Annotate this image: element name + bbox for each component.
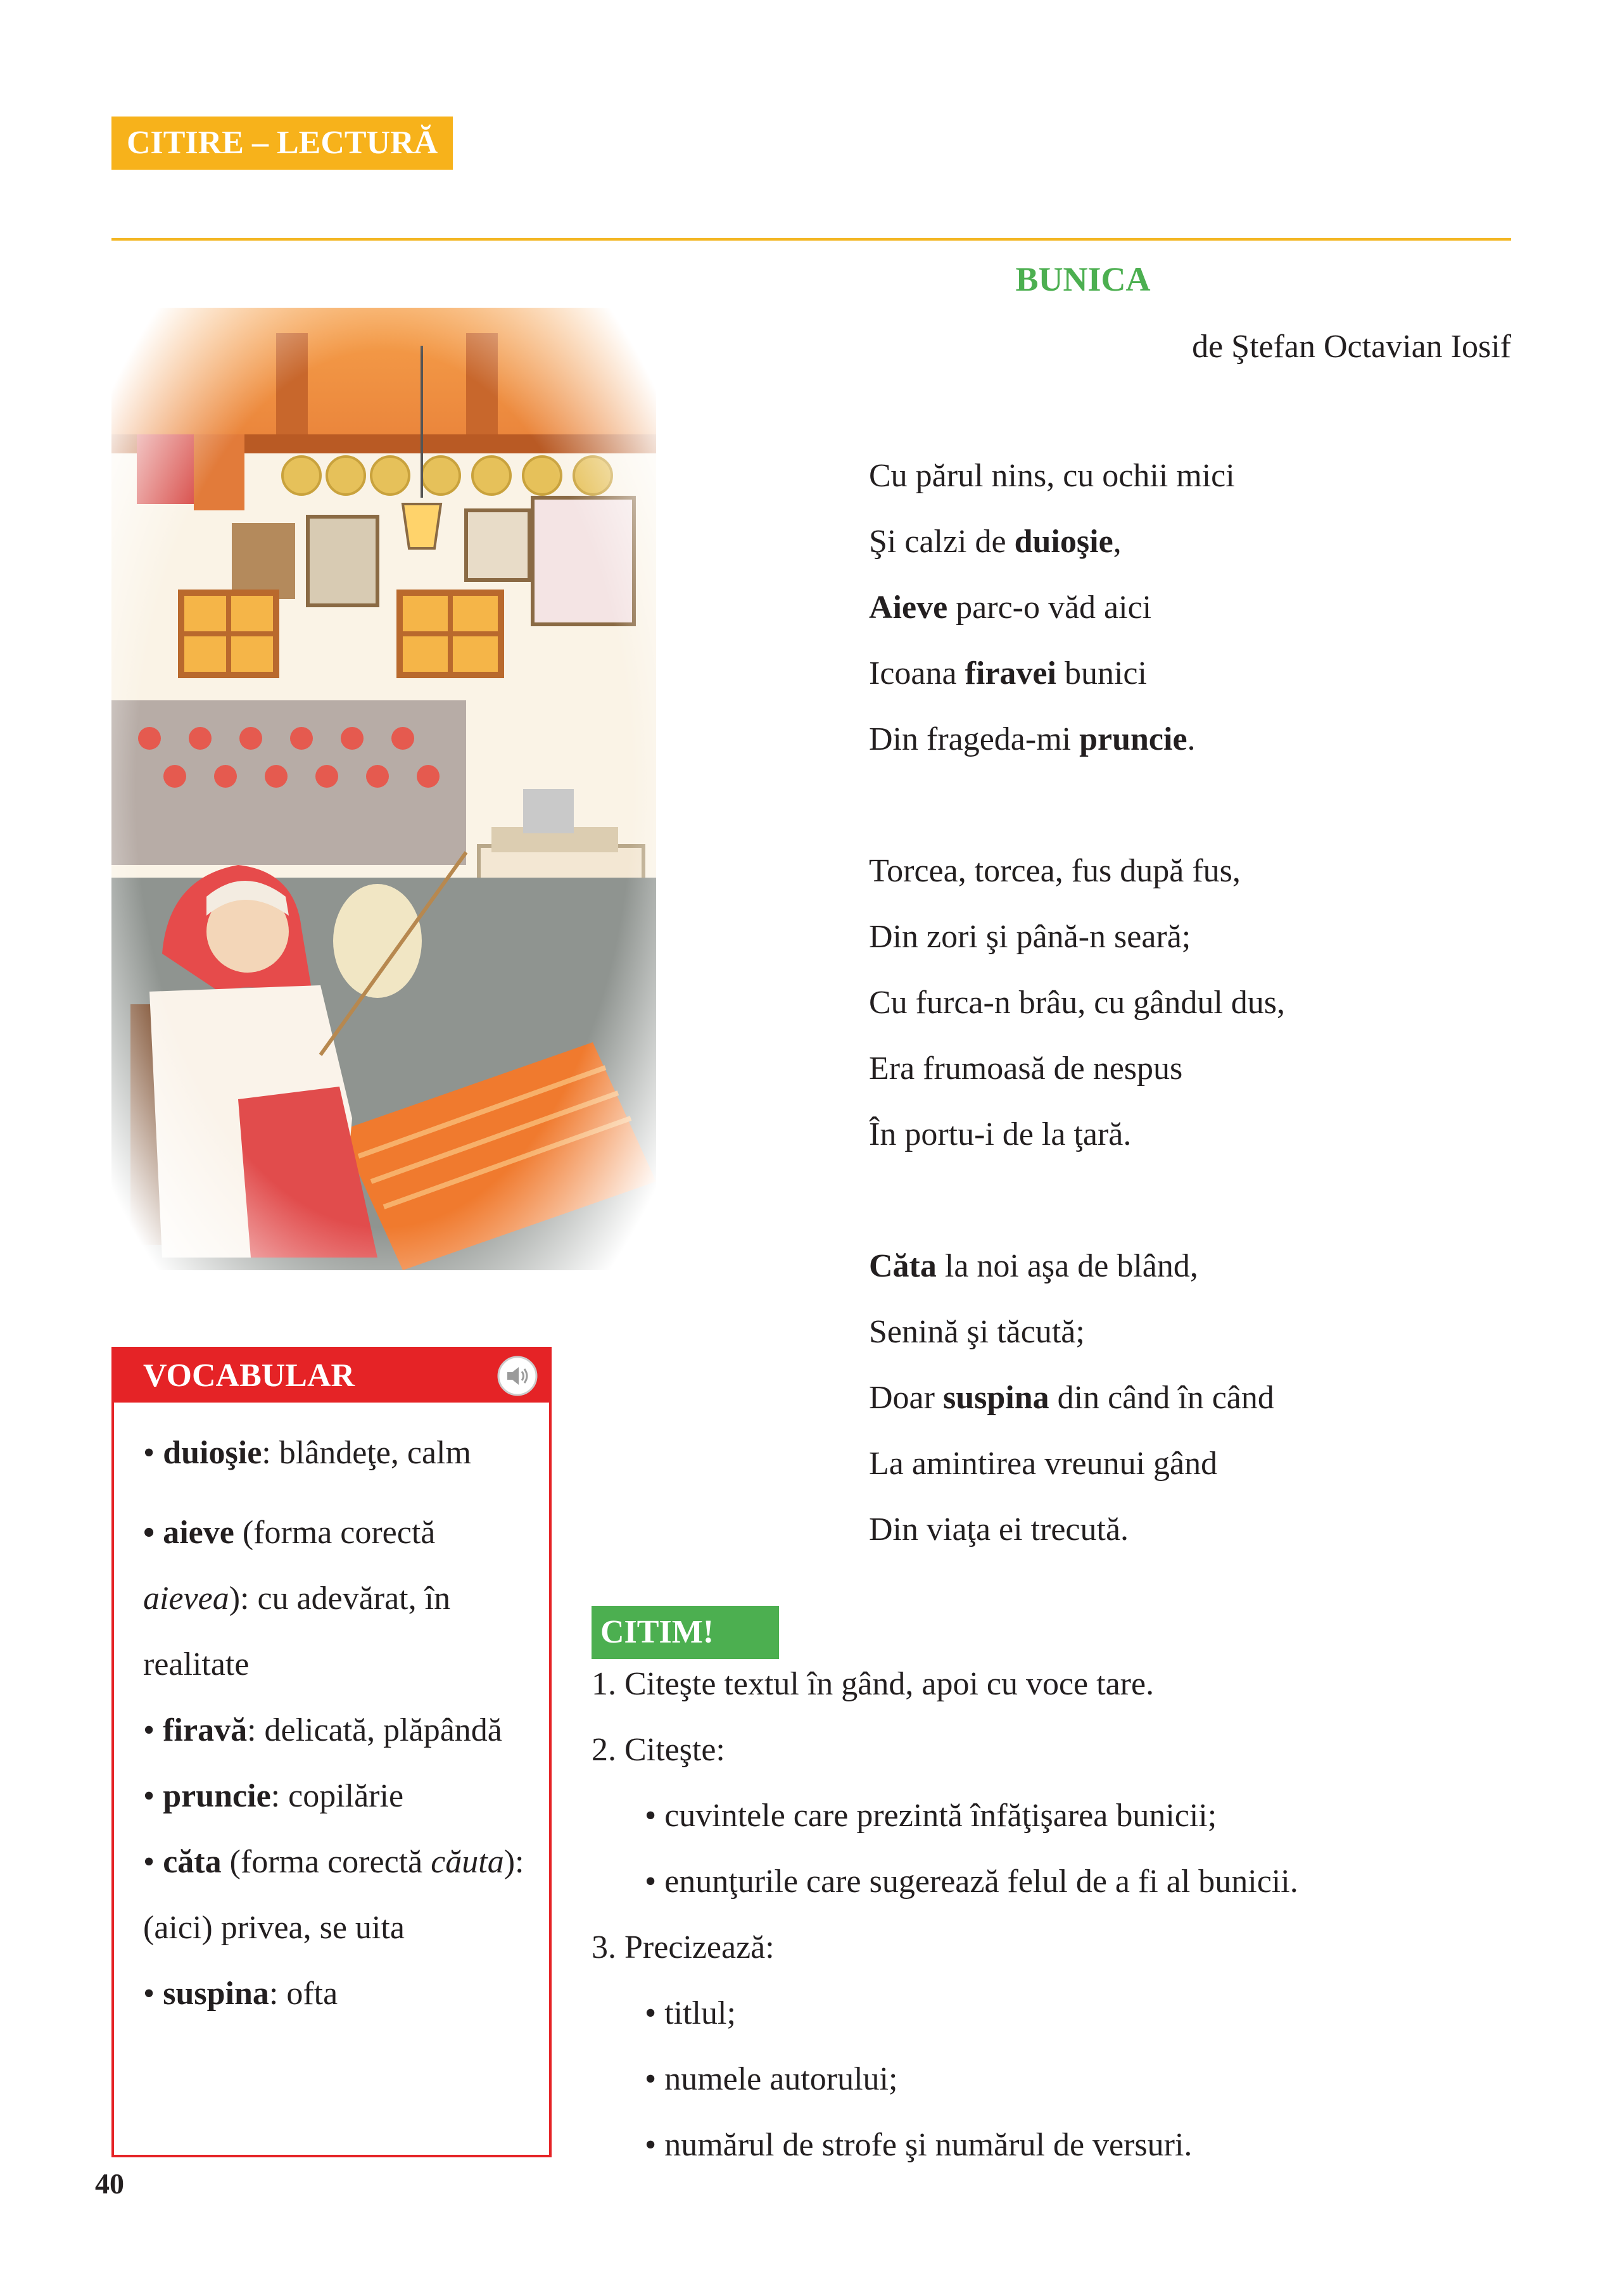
section-tag: CITIRE – LECTURĂ <box>111 117 453 170</box>
text-run: : ofta <box>269 1976 338 2012</box>
text-run: ): (aici) privea, se uita <box>143 1844 524 1946</box>
text-run: În portu-i de la ţară. <box>869 1116 1132 1152</box>
grandmother-illustration <box>111 308 656 1270</box>
text-run: • <box>143 1844 163 1880</box>
text-run: Icoana <box>869 655 965 691</box>
task-subitem: • cuvintele care prezintă înfăţişarea bunicii; <box>645 1798 1217 1834</box>
bold-term: pruncie <box>163 1778 271 1814</box>
text-run: • <box>143 1778 163 1814</box>
poem-line <box>869 651 1285 717</box>
text-run: Torcea, torcea, fus după fus, <box>869 853 1241 889</box>
text-run: (forma corectă <box>234 1515 436 1551</box>
text-run: Cu furca-n brâu, cu gândul dus, <box>869 985 1286 1021</box>
task-item: 1. Citeşte textul în gând, apoi cu voce tare. <box>592 1666 1155 1702</box>
poem-line <box>869 980 1285 1046</box>
text-run: , <box>1113 524 1122 560</box>
text-run: • <box>143 1435 163 1471</box>
activity-list <box>592 1662 1298 2188</box>
vocabulary-header <box>114 1349 549 1403</box>
vocabulary-entry <box>143 1961 536 2027</box>
bold-term: suspina <box>163 1976 269 2012</box>
text-run: Cu părul nins, cu ochii mici <box>869 458 1235 494</box>
speaker-icon[interactable] <box>497 1356 538 1396</box>
bold-term: firavă <box>163 1712 248 1748</box>
poem-author: de Ştefan Octavian Iosif <box>1192 329 1511 365</box>
poem-line <box>869 1046 1285 1112</box>
bold-term: Aieve <box>869 590 948 626</box>
text-run: : delicată, plăpândă <box>247 1712 502 1748</box>
task-item: 2. Citeşte: <box>592 1732 725 1768</box>
text-run: La amintirea vreunui gând <box>869 1446 1218 1482</box>
poem-line <box>869 717 1285 783</box>
italic-term: căuta <box>431 1844 504 1880</box>
text-run: . <box>1187 721 1196 757</box>
poem-line <box>869 1441 1285 1507</box>
poem-line <box>869 1375 1285 1441</box>
text-run: : copilărie <box>270 1778 404 1814</box>
poem-line <box>869 848 1285 914</box>
text-run: (forma corectă <box>221 1844 431 1880</box>
page-number: 40 <box>95 2167 124 2200</box>
poem-line <box>869 585 1285 651</box>
poem-title: BUNICA <box>1015 260 1151 298</box>
text-run: • <box>143 1712 163 1748</box>
text-run: Din viaţa ei trecută. <box>869 1511 1129 1548</box>
bold-term: • aieve <box>143 1515 234 1551</box>
italic-term: aievea <box>143 1580 229 1617</box>
bold-term: duioşie <box>1014 524 1113 560</box>
stanza-gap <box>869 1178 1285 1244</box>
stanza-gap <box>869 783 1285 848</box>
vocabulary-entry <box>143 1420 536 1486</box>
vocabulary-entry <box>143 1698 536 1763</box>
text-run: bunici <box>1056 655 1147 691</box>
poem-line <box>869 1309 1285 1375</box>
text-run: Din frageda-mi <box>869 721 1080 757</box>
task-subitem: • numele autorului; <box>645 2061 898 2097</box>
header-divider <box>111 238 1511 241</box>
vocabulary-list <box>143 1420 536 2027</box>
poem-line <box>869 1244 1285 1309</box>
poem-line <box>869 914 1285 980</box>
task-subitem: • enunţurile care sugerează felul de a fi al bunicii. <box>645 1864 1298 1900</box>
text-run: Era frumoasă de nespus <box>869 1050 1183 1087</box>
poem-line <box>869 1112 1285 1178</box>
text-run: • <box>143 1976 163 2012</box>
vocabulary-box <box>111 1347 552 2157</box>
bold-term: căta <box>163 1844 222 1880</box>
vocabulary-entry <box>143 1763 536 1829</box>
poem-body <box>869 453 1285 1573</box>
text-run: Din zori şi până-n seară; <box>869 919 1191 955</box>
poem-line <box>869 453 1285 519</box>
vocabulary-title: VOCABULAR <box>143 1358 355 1394</box>
bold-term: Căta <box>869 1248 937 1284</box>
text-run: parc-o văd aici <box>947 590 1152 626</box>
bold-term: pruncie <box>1079 721 1187 757</box>
text-run: : blândeţe, calm <box>262 1435 471 1471</box>
text-run: Şi calzi de <box>869 524 1015 560</box>
text-run: ): cu adevărat, în realitate <box>143 1580 451 1682</box>
bold-term: duioşie <box>163 1435 262 1471</box>
bold-term: suspina <box>942 1380 1049 1416</box>
poem-line <box>869 519 1285 585</box>
vocabulary-entry <box>143 1500 536 1698</box>
poem-line <box>869 1507 1285 1573</box>
task-subitem: • titlul; <box>645 1995 736 2031</box>
task-subitem: • numărul de strofe şi numărul de versuri. <box>645 2127 1193 2163</box>
text-run: din când în când <box>1049 1380 1274 1416</box>
vocabulary-entry <box>143 1829 536 1961</box>
bold-term: firavei <box>965 655 1056 691</box>
text-run: Senină şi tăcută; <box>869 1314 1085 1350</box>
text-run: la noi aşa de blând, <box>936 1248 1198 1284</box>
citim-tag: CITIM! <box>592 1606 779 1659</box>
text-run: Doar <box>869 1380 943 1416</box>
task-item: 3. Precizează: <box>592 1929 775 1965</box>
